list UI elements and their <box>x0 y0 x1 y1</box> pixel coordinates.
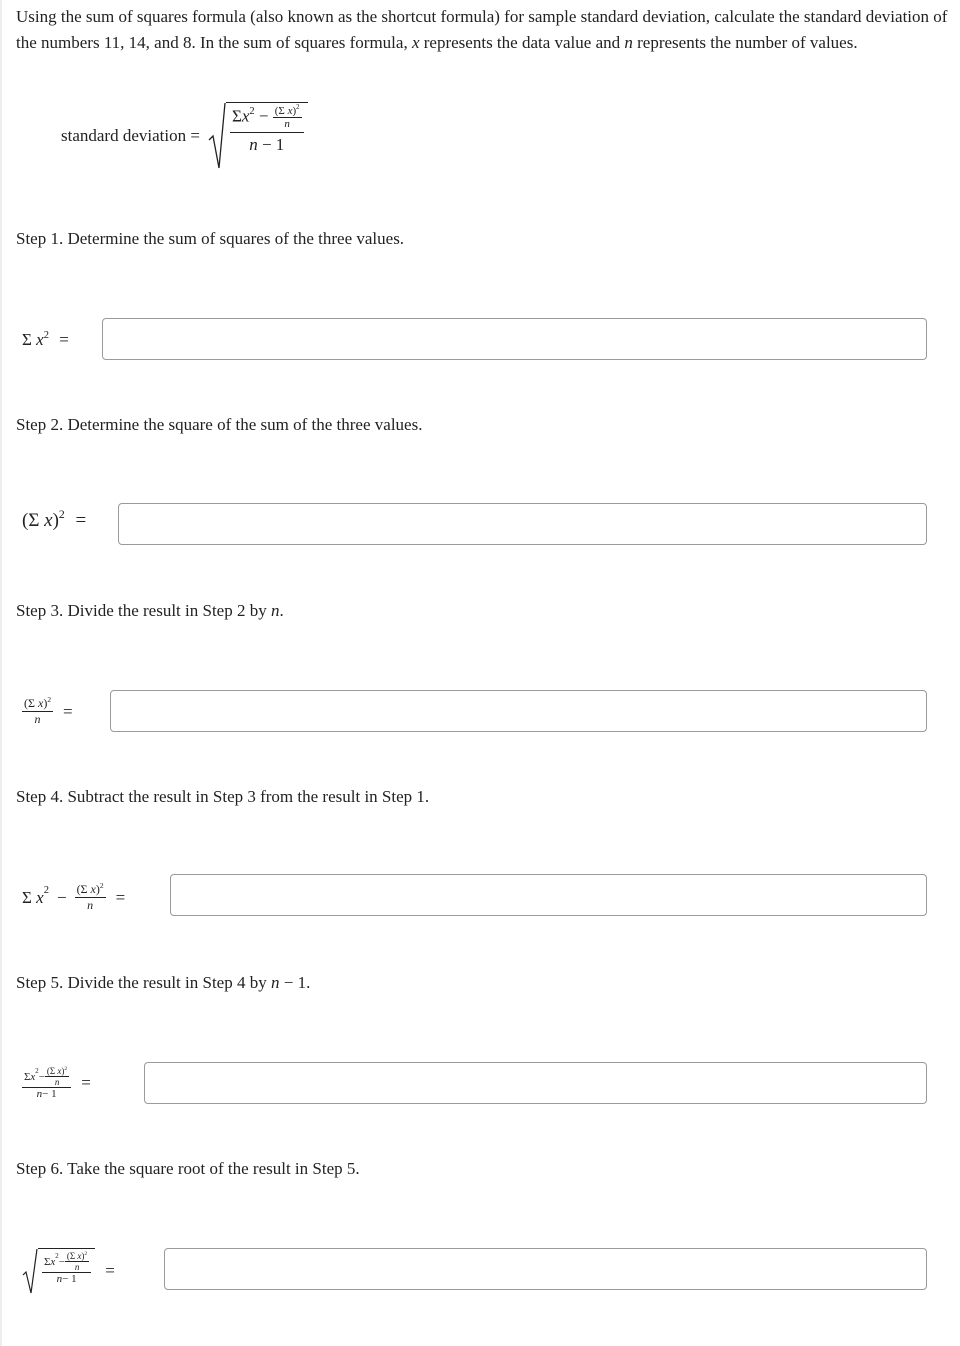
step-6-label: Step 6. Take the square root of the result in Step 5. <box>16 1159 360 1178</box>
step-4-label: Step 4. Subtract the result in Step 3 from the result in Step 1. <box>16 787 430 806</box>
step-5-label: Step 5. Divide the result in Step 4 by n − 1. <box>16 973 311 992</box>
step-2-label: Step 2. Determine the square of the sum of the three values. <box>16 415 423 434</box>
problem-statement: Using the sum of squares formula (also known as the shortcut formula) for sample standard deviation, calculate the standard deviation of the numbers 11, 14, and 8. In the sum of squares formula, x represents the data value and n represents the number of values. <box>16 7 948 52</box>
step-5-answer-input[interactable] <box>144 1062 927 1104</box>
step-1-expr: Σ $x^2$ = <box>22 329 69 349</box>
formula-fraction: $\Sigma x^2$ − $\frac{(\Sigma x)^2}{n}$ n − 1 <box>230 105 304 155</box>
step-2-answer-input[interactable] <box>118 503 927 545</box>
radical-icon <box>22 1248 38 1294</box>
step-2-expr: (Σ x)$^2$ = <box>22 507 87 531</box>
left-rule <box>0 0 2 1346</box>
step-6-expr: Σ x 2 − $\frac{(\Sigma x)^2}{n}$ n− 1 = <box>22 1248 115 1294</box>
sd-formula <box>61 102 308 170</box>
sqrt-sign <box>208 102 308 170</box>
step-6-answer-input[interactable] <box>164 1248 927 1290</box>
step-1-answer-input[interactable] <box>102 318 927 360</box>
step-3-label: Step 3. Divide the result in Step 2 by n. <box>16 601 284 620</box>
step-3-expr: $\frac{(\Sigma x)^2}{n}$ = <box>24 694 73 726</box>
radical-icon <box>208 102 226 170</box>
step-5-expr: Σ x 2 − $\frac{(\Sigma x)^2}{n}$ n− 1 = <box>24 1066 91 1100</box>
formula-label: standard deviation = <box>61 126 200 145</box>
step-3-answer-input[interactable] <box>110 690 927 732</box>
step-1-label: Step 1. Determine the sum of squares of the three values. <box>16 229 405 248</box>
step-4-expr: Σ x 2 − $\frac{(\Sigma x)^2}{n}$ = <box>22 880 126 912</box>
step-4-answer-input[interactable] <box>170 874 927 916</box>
